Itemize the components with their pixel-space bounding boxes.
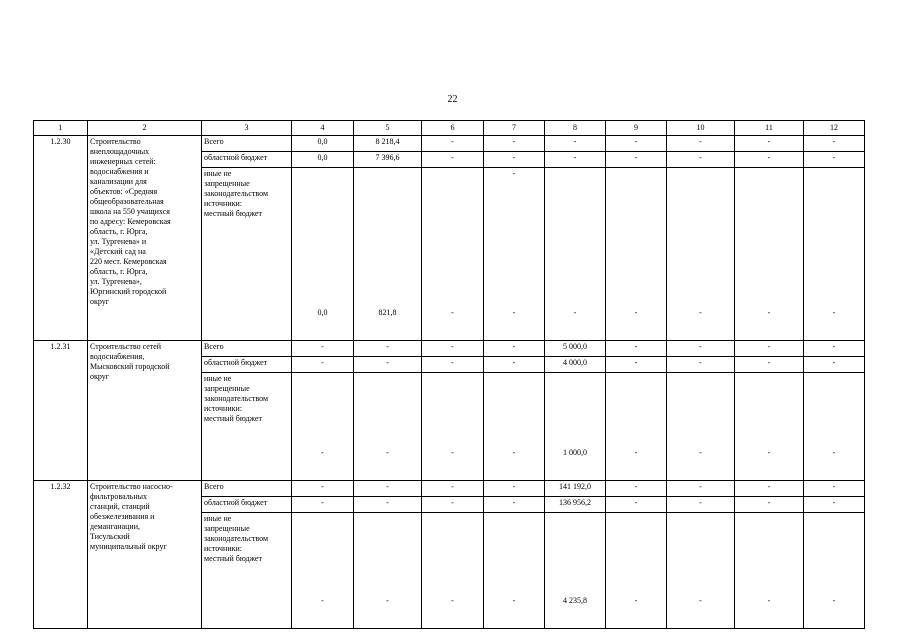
header-cell: 6 (422, 121, 484, 136)
value-cell: - (667, 513, 735, 629)
header-cell: 11 (735, 121, 804, 136)
value-cell: - (354, 357, 422, 373)
header-cell: 1 (34, 121, 88, 136)
value-cell: 0,0 (292, 152, 354, 168)
value-cell: - (484, 136, 545, 152)
value-cell: - (804, 357, 865, 373)
value-cell: - (354, 497, 422, 513)
value-cell: - (422, 152, 484, 168)
value-cell: - (354, 341, 422, 357)
value-cell: 4 235,8 (545, 513, 606, 629)
value-cell: - (292, 357, 354, 373)
funding-source: иные не запрещенные законодательством источники: местный бюджет (202, 168, 292, 341)
value-cell: - (735, 513, 804, 629)
value-cell: - (484, 373, 545, 481)
funding-source: иные не запрещенные законодательством источники: местный бюджет (202, 513, 292, 629)
value-cell: - (292, 341, 354, 357)
value-cell: - (606, 481, 667, 497)
header-cell: 9 (606, 121, 667, 136)
funding-source: областной бюджет (202, 357, 292, 373)
header-cell: 8 (545, 121, 606, 136)
header-cell: 10 (667, 121, 735, 136)
value-cell: 0,0 (292, 168, 354, 341)
value-cell: 1 000,0 (545, 373, 606, 481)
value-cell: 136 956,2 (545, 497, 606, 513)
header-cell: 7 (484, 121, 545, 136)
item-description: Строительство сетей водоснабжения, Мысковский городской округ (88, 341, 202, 481)
value-cell (484, 168, 545, 341)
value-cell: - (735, 136, 804, 152)
table-row (34, 341, 865, 357)
value-cell: - (354, 481, 422, 497)
value-cell: - (804, 481, 865, 497)
value-cell: - (606, 152, 667, 168)
item-description: Строительство внеплощадочных инженерных сетей: водоснабжения и канализации для объектов: «Средняя общеобразовательная школа на 550 учащихся по адресу: Кемеровская область, г. Юрга, ул. Тургенева» и «Детский сад на 220 мест. Кемеровская область, г. Юрга, ул. Тургенева», Юргинский городской округ (88, 136, 202, 341)
value-text: - (512, 308, 516, 317)
header-cell: 4 (292, 121, 354, 136)
value-cell: - (804, 513, 865, 629)
value-cell: - (735, 357, 804, 373)
header-cell: 2 (88, 121, 202, 136)
item-description: Строительство насосно- фильтровальных станций, станций обезжелезивания и деманганации, Тисульский муниципальный округ (88, 481, 202, 629)
value-cell: 821,8 (354, 168, 422, 341)
value-cell: 4 000,0 (545, 357, 606, 373)
value-cell: - (484, 513, 545, 629)
value-cell: - (667, 341, 735, 357)
value-cell: - (804, 497, 865, 513)
funding-source: областной бюджет (202, 497, 292, 513)
value-cell: - (545, 168, 606, 341)
value-cell: 5 000,0 (545, 341, 606, 357)
value-cell: - (292, 513, 354, 629)
item-number: 1.2.32 (34, 481, 88, 629)
value-cell: - (422, 513, 484, 629)
value-cell: - (606, 497, 667, 513)
value-cell: - (804, 152, 865, 168)
header-cell: 12 (804, 121, 865, 136)
value-cell: - (606, 341, 667, 357)
header-cell: 5 (354, 121, 422, 136)
value-cell: 7 396,6 (354, 152, 422, 168)
funding-source: областной бюджет (202, 152, 292, 168)
value-cell: 8 218,4 (354, 136, 422, 152)
value-cell: - (484, 341, 545, 357)
value-cell: - (735, 152, 804, 168)
value-cell: - (667, 136, 735, 152)
value-cell: - (484, 497, 545, 513)
value-cell: - (484, 152, 545, 168)
value-cell: - (606, 513, 667, 629)
header-cell: 3 (202, 121, 292, 136)
value-cell: - (667, 357, 735, 373)
value-cell: - (735, 481, 804, 497)
item-number: 1.2.31 (34, 341, 88, 481)
page-number: 22 (447, 94, 458, 105)
value-cell: - (422, 136, 484, 152)
value-cell: - (667, 497, 735, 513)
value-cell: - (422, 373, 484, 481)
budget-table (33, 120, 865, 629)
value-cell: - (735, 168, 804, 341)
value-cell: - (484, 357, 545, 373)
value-cell: - (422, 168, 484, 341)
funding-source: Всего (202, 136, 292, 152)
value-cell: - (292, 373, 354, 481)
value-cell: - (804, 341, 865, 357)
value-cell: - (667, 168, 735, 341)
value-cell: - (292, 497, 354, 513)
value-cell: 141 192,0 (545, 481, 606, 497)
value-cell: - (606, 357, 667, 373)
value-cell: - (422, 481, 484, 497)
value-cell: - (735, 497, 804, 513)
value-cell: - (735, 341, 804, 357)
table-row (34, 136, 865, 152)
value-cell: - (667, 373, 735, 481)
value-cell: - (606, 373, 667, 481)
value-cell: - (545, 136, 606, 152)
dash-mark: - (512, 169, 516, 178)
value-cell: - (545, 152, 606, 168)
value-cell: - (422, 357, 484, 373)
value-cell: - (667, 152, 735, 168)
funding-source: иные не запрещенные законодательством источники: местный бюджет (202, 373, 292, 481)
value-cell: - (735, 373, 804, 481)
funding-source: Всего (202, 481, 292, 497)
value-cell: - (606, 136, 667, 152)
table-row (34, 481, 865, 497)
header-row (34, 121, 865, 136)
value-cell: - (804, 136, 865, 152)
value-cell: - (804, 168, 865, 341)
value-cell: - (422, 341, 484, 357)
value-cell: - (804, 373, 865, 481)
value-cell: - (354, 373, 422, 481)
value-cell: - (292, 481, 354, 497)
funding-source: Всего (202, 341, 292, 357)
value-cell: - (354, 513, 422, 629)
value-cell: 0,0 (292, 136, 354, 152)
value-cell: - (667, 481, 735, 497)
value-cell: - (422, 497, 484, 513)
value-cell: - (606, 168, 667, 341)
item-number: 1.2.30 (34, 136, 88, 341)
value-cell: - (484, 481, 545, 497)
